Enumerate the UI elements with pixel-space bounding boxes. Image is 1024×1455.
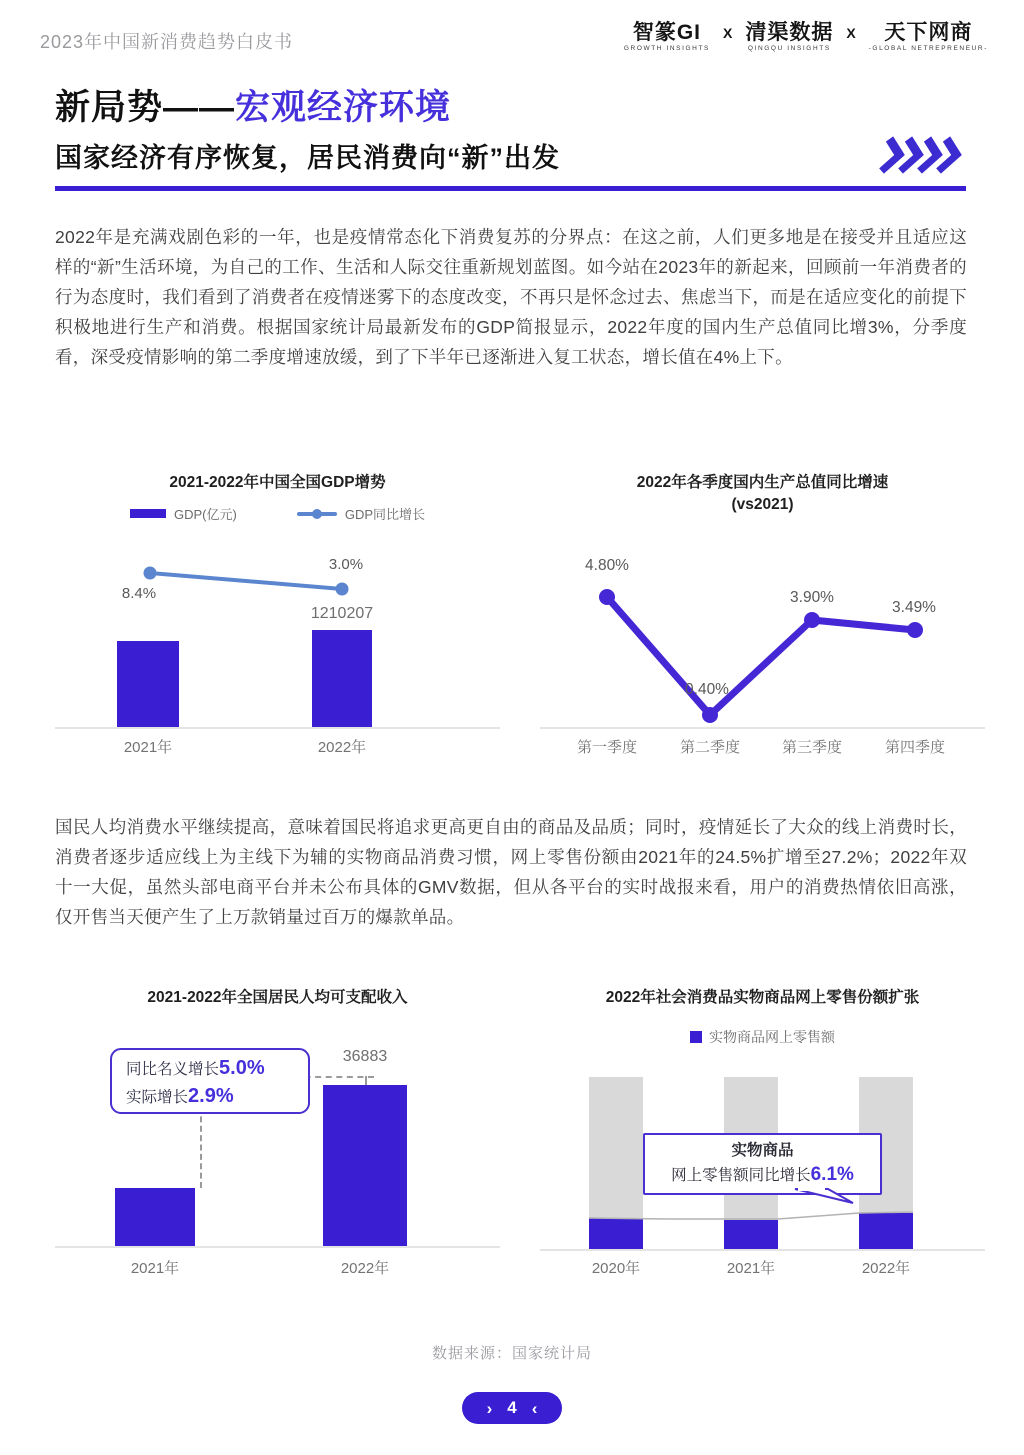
data-label: 1210207 <box>310 605 374 622</box>
page-number-pill <box>462 1392 562 1424</box>
logo-separator-icon: X <box>846 25 856 41</box>
bar-2021 <box>115 1188 195 1246</box>
chart-title: 2021-2022年全国居民人均可支配收入 <box>147 989 408 1006</box>
section-subheading: 国家经济有序恢复，居民消费向“新”出发 <box>55 142 560 173</box>
x-tick: 2021年 <box>123 739 173 756</box>
x-tick: 2022年 <box>861 1260 911 1277</box>
x-tick: 2022年 <box>340 1260 390 1277</box>
data-source-note: 数据来源：国家统计局 <box>431 1345 592 1362</box>
data-label: 3.0% <box>328 556 364 573</box>
logo-separator-icon: X <box>722 25 733 41</box>
paragraph-2: 国民人均消费水平继续提高，意味着国民将追求更高更自由的商品及品质；同时，疫情延长了大众的线上消费时长，消费者逐步适应线上为主线下为辅的实物商品消费习惯，网上零售份额由2021年的24.5%扩增至27.2%；2022年双十一大促，虽然头部电商平台并未公布具体的GMV数据，但从各平台的实时战报来看，用户的消费热情依旧高涨，仅开售当天便产生了上万款销量过百万的爆款单品。 <box>55 817 967 927</box>
square-swatch-icon <box>690 1031 702 1043</box>
section-heading <box>55 88 966 128</box>
document-title: 2023年中国新消费趋势白皮书 <box>40 32 294 52</box>
chart-title: 2022年各季度国内生产总值同比增速 <box>636 474 889 491</box>
data-label: 3.90% <box>790 589 834 606</box>
data-label: 3.49% <box>892 599 936 616</box>
chart-gdp-trend <box>55 470 500 775</box>
page-header <box>40 22 988 54</box>
data-label: 8.4% <box>121 585 157 602</box>
x-axis-labels <box>55 1257 500 1279</box>
accent-rule <box>55 186 966 191</box>
quarterly-plot-area <box>540 545 985 729</box>
chevrons-icon <box>878 135 966 175</box>
chart-legend: 实物商品网上零售额 <box>540 1027 985 1047</box>
chart-quarterly-growth <box>540 470 985 775</box>
legend-item-growth: GDP同比增长 <box>297 504 425 523</box>
x-tick: 第二季度 <box>679 739 740 756</box>
prev-page-arrow[interactable]: › <box>486 1398 493 1418</box>
chart-title: 2022年社会消费品实物商品网上零售份额扩张 <box>605 989 920 1006</box>
gdp-growth-line <box>55 545 500 727</box>
line-swatch-icon <box>297 512 337 516</box>
page-number: 4 <box>507 1398 517 1417</box>
growth-annotation-box: 同比名义增长5.0% 实际增长2.9% <box>110 1048 310 1114</box>
x-tick: 2021年 <box>726 1260 776 1277</box>
retail-plot-area <box>540 1067 985 1251</box>
chart-legend <box>55 504 500 523</box>
data-label: 0.40% <box>685 681 729 698</box>
x-tick: 2020年 <box>591 1260 641 1277</box>
x-tick: 第一季度 <box>576 739 637 756</box>
x-tick: 第四季度 <box>884 739 945 756</box>
income-plot-area <box>55 1030 500 1248</box>
paragraph-1: 2022年是充满戏剧色彩的一年，也是疫情常态化下消费复苏的分界点：在这之前，人们更多地是在接受并且适应这样的“新”生活环境，为自己的工作、生活和人际交往重新规划蓝图。如今站在2023年的新起来，回顾前一年消费者的行为态度时，我们看到了消费者在疫情迷雾下的态度改变，不再只是怀念过去、焦虑当下，而是在适应变化的前提下积极地进行生产和消费。根据国家统计局最新发布的GDP简报显示，2022年度的国内生产总值同比增3%，分季度看，深受疫情影响的第二季度增速放缓，到了下半年已逐渐进入复工状态，增长值在4%上下。 <box>55 227 967 367</box>
chart-title: 2021-2022年中国全国GDP增势 <box>169 474 386 491</box>
legend-item-gdp: GDP(亿元) <box>130 504 237 523</box>
dashed-connector-v <box>200 1107 202 1188</box>
logo-wangshang: 天下网商 -GLOBAL NETREPRENEUR- <box>868 21 988 52</box>
bar-2022 <box>323 1085 407 1246</box>
chart-online-retail-share <box>540 985 985 1290</box>
x-tick: 第三季度 <box>781 739 842 756</box>
x-axis-labels <box>55 736 500 758</box>
next-page-arrow[interactable]: ‹ <box>531 1398 538 1418</box>
growth-callout-box: 实物商品 网上零售额同比增长6.1% <box>643 1133 882 1195</box>
callout-arrow-icon <box>540 1067 985 1249</box>
x-axis-labels <box>540 736 985 758</box>
bar-swatch-icon <box>130 509 166 518</box>
heading-purple: 宏观经济环境 <box>235 88 452 127</box>
x-tick: 2021年 <box>130 1260 180 1277</box>
data-label: 4.80% <box>585 557 629 574</box>
chart-subtitle: (vs2021) <box>731 496 794 513</box>
gdp-plot-area <box>55 545 500 729</box>
brand-logos <box>624 22 988 52</box>
section-title-block <box>55 88 966 191</box>
chart-disposable-income <box>55 985 500 1290</box>
dashed-tick <box>365 1076 367 1085</box>
logo-zhizhuan: 智篆GI GROWTH INSIGHTS <box>623 21 710 52</box>
x-tick: 2022年 <box>317 739 367 756</box>
data-label: 36883 <box>342 1048 388 1065</box>
logo-qingqu: 清渠数据 QINGQU INSIGHTS <box>745 21 834 52</box>
x-axis-labels <box>540 1257 985 1279</box>
heading-black: 新局势—— <box>55 88 236 127</box>
